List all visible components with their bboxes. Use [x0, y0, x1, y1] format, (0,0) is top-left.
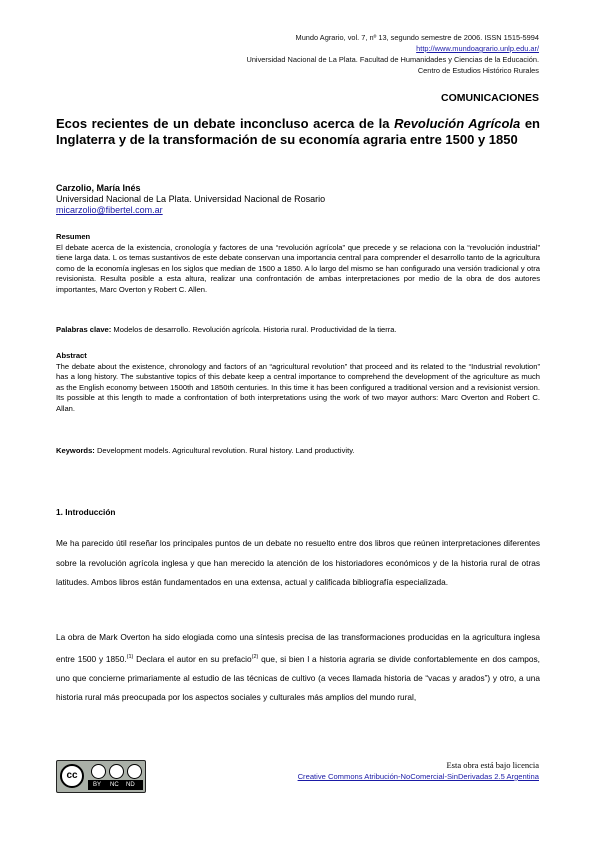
abstract-text: The debate about the existence, chronology and factors of an “agricultural revolution” that proceed and its related to the “Industrial revolution” has a long history. The substantive topics of this debate keep a central importance to comprehend the development of the agriculture as much as the English economy between 1500th and 1850th centuries. In this time it has been configured a traditional version and a revisionist version. Its possible at this length to made a confrontation of both interpretations using the work of two mayor authors: Marc Overton and Robert C. Allan. [56, 361, 540, 413]
intro-p2-part-b: Declara el autor en su prefacio [133, 653, 252, 664]
section-label: COMUNICACIONES [440, 92, 539, 104]
author-email-link[interactable]: micarzolio@fibertel.com.ar [56, 205, 163, 215]
article-title [56, 116, 540, 148]
intro-paragraph-2 [56, 628, 540, 708]
license-notice [119, 760, 539, 782]
introduction-heading: 1. Introducción [56, 507, 116, 517]
title-italic: Revolución Agrícola [394, 116, 521, 131]
abstract-heading: Abstract [56, 351, 87, 360]
resumen-text: El debate acerca de la existencia, cronología y factores de una “revolución agrícola” que precede y se relaciona con la “revolución industrial” tiene larga data. L os temas sustantivos de este debate conservan una importancia central para comprender el desarrollo tanto de la agricultura como de la economía inglesas en los siglos que median de 1500 a 1850. A lo largo del mismo se han configurado una versión tradicional y otra revisionista. Resulta posible a esta altura, realizar una confrontación de ambas interpretaciones por medio de la obra de dos autores importantes, Marc Overton y Robert C. Allen. [56, 242, 540, 294]
palabras-clave [56, 325, 540, 336]
license-text: Esta obra está bajo licencia [446, 760, 539, 770]
intro-p2-part-a: La obra de Mark Overton ha sido elogiada como una síntesis precisa de las transformaciones producidas en la agricultura inglesa entre 1500 y 1850. [56, 632, 540, 664]
journal-url-link[interactable]: http://www.mundoagrario.unlp.edu.ar/ [416, 44, 539, 53]
footnote-ref-2[interactable]: (2) [251, 653, 259, 660]
keywords-text: Development models. Agricultural revolution. Rural history. Land productivity. [94, 446, 355, 455]
cc-logo-icon: cc [60, 764, 84, 788]
university-affiliation: Universidad Nacional de La Plata. Facultad de Humanidades y Ciencias de la Educación. [246, 55, 539, 64]
intro-p2-part-c: que, si bien l a historia agraria se divide confortablemente en dos campos, uno que concierne primariamente al estudio de las técnicas de cultivo (a veces llamada historia de “vacas y arados”) y otro, a una historia rural más preocupada por los aspectos sociales y culturales más amplios del mundo rural, [56, 653, 540, 703]
journal-header [119, 32, 539, 76]
resumen-block [56, 232, 540, 296]
author-block [56, 183, 540, 216]
palabras-clave-heading: Palabras clave: [56, 325, 112, 334]
title-part-2: en Inglaterra y de la transformación de su economía agraria entre 1500 y 1850 [56, 116, 540, 147]
author-name: Carzolio, María Inés [56, 183, 141, 193]
resumen-heading: Resumen [56, 232, 91, 241]
footnote-ref-1[interactable]: (1) [126, 653, 134, 660]
keywords [56, 446, 540, 457]
abstract-block [56, 351, 540, 415]
title-part-1: Ecos recientes de un debate inconcluso acerca de la [56, 116, 395, 131]
keywords-heading: Keywords: [56, 446, 95, 455]
license-link[interactable]: Creative Commons Atribución-NoComercial-SinDerivadas 2.5 Argentina [297, 772, 539, 781]
badge-nd: ND [126, 782, 135, 788]
palabras-clave-text: Modelos de desarrollo. Revolución agrícola. Historia rural. Productividad de la tierra. [111, 325, 397, 334]
intro-paragraph-1: Me ha parecido útil reseñar los principales puntos de un debate no resuelto entre dos libros que reúnen interpretaciones diferentes sobre la revolución agrícola inglesa y que han merecido la atención de los historiadores económicos y de la historia rural de otras latitudes. Ambos libros están fundamentados en una extensa, actual y calificada bibliografía especializada. [56, 538, 540, 587]
author-affiliation: Universidad Nacional de La Plata. Universidad Nacional de Rosario [56, 194, 326, 204]
attribution-icon [91, 764, 106, 779]
badge-by: BY [93, 782, 102, 788]
research-center: Centro de Estudios Histórico Rurales [417, 66, 539, 75]
journal-citation: Mundo Agrario, vol. 7, nº 13, segundo semestre de 2006. ISSN 1515-5994 [295, 33, 539, 42]
badge-nc: NC [110, 782, 119, 788]
